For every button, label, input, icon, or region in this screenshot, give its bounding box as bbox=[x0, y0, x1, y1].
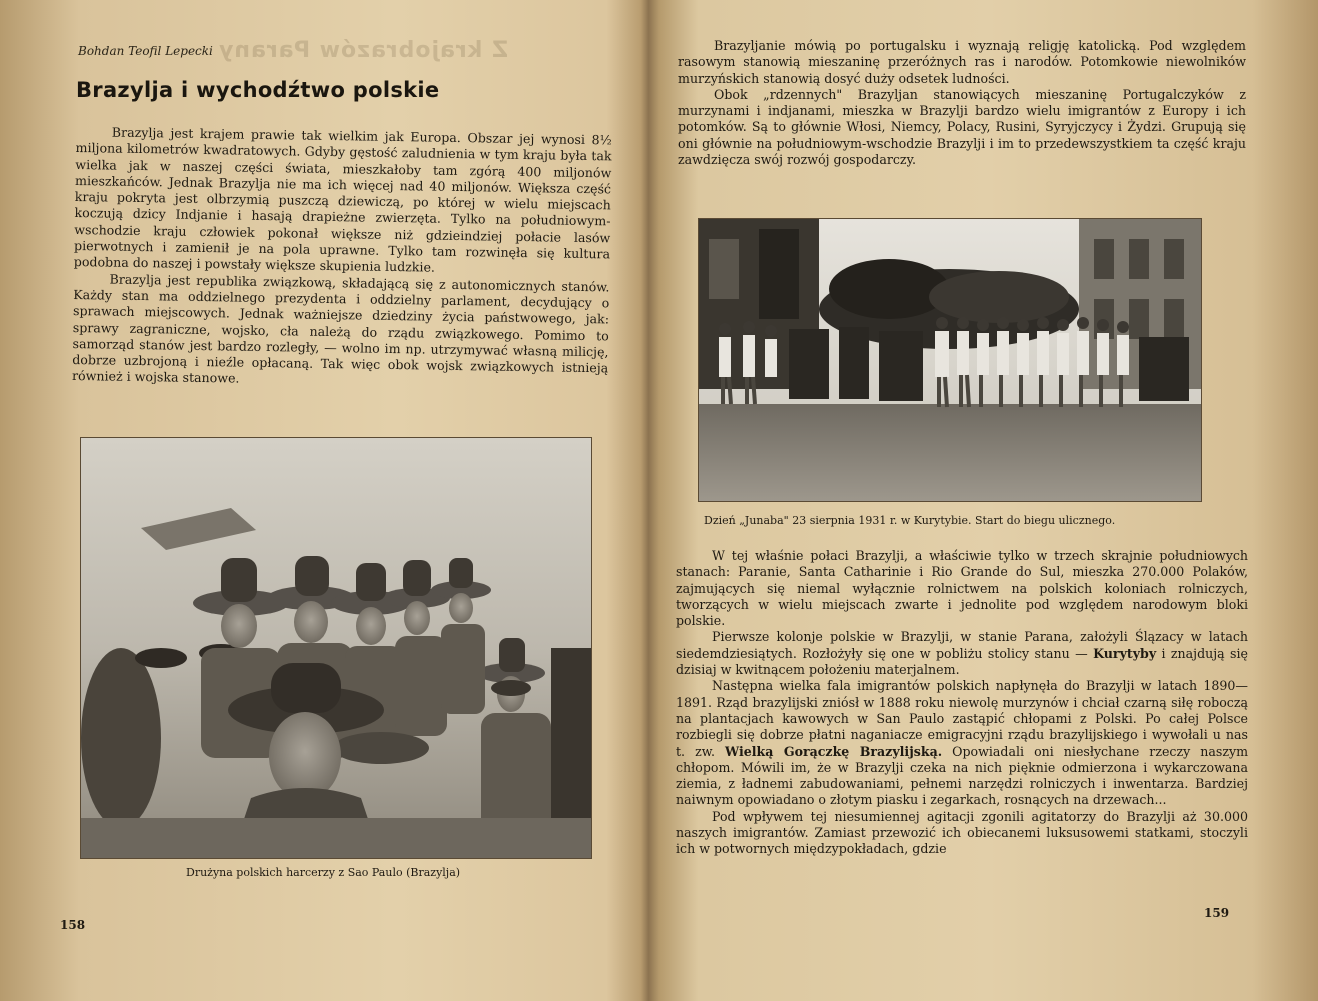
paragraph: Brazylja jest krajem prawie tak wielkim jak Europa. Obszar jej wynosi 8½ miljona kilometrów kwadratowych. Gdyby gęstość zaludnienia w tym kraju była tak wielka jak w naszej części świata, mieszkałoby tam zgórą 400 miljonów mieszkańców. Jednak Brazylja nie ma ich więcej nad 40 miljonów. Większa część kraju pokryta jest olbrzymią puszczą dziewiczą, po której w wielu miejscach koczują dzicy Indjanie i hasają drapieżne zwierzęta. Tylko na południowym-wschodzie kraju człowiek pokonał większe niż gdzieindziej połacie lasów pierwotnych i zamienił je na pola uprawne. Tylko tam rozwinęła się kultura podobna do naszej i powstały większe skupienia ludzkie. bbox=[73, 124, 612, 276]
scouts-photo-caption: Drużyna polskich harcerzy z Sao Paulo (Brazylja) bbox=[186, 866, 461, 879]
text-span: Opowiadali oni niesłychane rzeczy naszym chłopom. Mówili im, że w Brazylji czeka na nich pięknie odmierzona i wykarczowana ziemia, z ładnemi zabudowaniami, pełnemi narzędzi rolniczych i inwentarza. Bardziej naiwnym opowiadano o złotym piasku i zegarkach, rosnących na drzewach... bbox=[676, 743, 1249, 808]
text-span: i znajdują się dzisiaj w kwitnącem położeniu materjalnem. bbox=[676, 645, 1248, 678]
paragraph: Pod wpływem tej niesumiennej agitacji zgonili agitatorzy do Brazylji aż 30.000 naszych imigrantów. Zamiast przewozić ich obiecanemi luksusowemi statkami, stoczyli ich w potwornych międzypokładach, gdzie bbox=[676, 808, 1248, 857]
bold-term: Wielką Gorączkę Brazylijską. bbox=[725, 743, 943, 759]
paragraph bbox=[676, 629, 1248, 678]
text-span: Następna wielka fala imigrantów polskich napłynęła do Brazylji w latach 1890—1891. Rząd brazylijski zniósł w 1888 roku niewolę murzynów i chciał czarną siłę roboczą na plantacjach kawowych w San Paulo zastąpić chłopami z Polski. Po całej Polsce rozbiegli się dobrze płatni naganiacze emigracyjni rządu brazylijskiego i wywołali u nas t. zw. bbox=[676, 678, 1248, 759]
author-name: Bohdan Teofil Lepecki bbox=[78, 44, 213, 58]
paragraph: Brazylja jest republika związkową, składającą się z autonomicznych stanów. Każdy stan ma oddzielnego prezydenta i oddzielny parlament, decydujący o sprawach miejscowych. Jednak ważniejsze dziedziny życia państwowego, jak: sprawy zagraniczne, wojsko, cła należą do rządu związkowego. Pomimo to samorząd stanów jest bardzo rozległy, — wolno im np. utrzymywać własną milicję, dobrze uzbrojoną i nieźle opłacaną. Tak więc obok wojsk związkowych istnieją również i wojska stanowe. bbox=[71, 271, 610, 387]
right-page bbox=[652, 0, 1318, 1001]
article-title: Brazylja i wychodźtwo polskie bbox=[76, 78, 440, 102]
text-span: Pierwsze kolonje polskie w Brazylji, w stanie Parana, założyli Ślązacy w latach siedemdziesiątych. Rozłożyły się one w pobliżu stolicy stanu — bbox=[676, 629, 1248, 661]
bleed-through-heading: Z krajobrazów Parany bbox=[218, 38, 509, 63]
page-number-left: 158 bbox=[60, 918, 86, 932]
page-number-right: 159 bbox=[1204, 906, 1230, 920]
right-bottom-text bbox=[676, 548, 1248, 858]
left-body-text bbox=[72, 124, 612, 393]
right-top-text bbox=[678, 38, 1246, 168]
race-photo bbox=[698, 218, 1202, 502]
left-page bbox=[0, 0, 640, 1001]
bold-term: Kurytyby bbox=[1093, 645, 1157, 661]
scouts-photo-image bbox=[81, 438, 591, 858]
paragraph: Brazyljanie mówią po portugalsku i wyznają religję katolicką. Pod względem rasowym stanowią mieszaninę przeróżnych ras i narodów. Potomkowie niewolników murzyńskich stanowią dosyć duży odsetek ludności. bbox=[678, 38, 1246, 86]
race-photo-image bbox=[699, 219, 1201, 501]
paragraph bbox=[676, 678, 1248, 808]
race-photo-caption: Dzień „Junaba" 23 sierpnia 1931 r. w Kurytybie. Start do biegu ulicznego. bbox=[704, 514, 1116, 527]
scouts-photo bbox=[80, 437, 592, 859]
paragraph: Obok „rdzennych" Brazyljan stanowiących mieszaninę Portugalczyków z murzynami i indjanami, mieszka w Brazylji bardzo wielu imigrantów z Europy i ich potomków. Są to głównie Włosi, Niemcy, Polacy, Rusini, Syryjczycy i Żydzi. Grupują się oni głównie na południowym-wschodzie Brazylji i im to przedewszystkiem ta część kraju zawdzięcza swój rozwój gospodarczy. bbox=[678, 86, 1246, 168]
paragraph: W tej właśnie połaci Brazylji, a właściwie tylko w trzech skrajnie południowych stanach: Paranie, Santa Catharinie i Rio Grande do Sul, mieszka 270.000 Polaków, zajmujących się niemal wyłącznie rolnictwem na polskich koloniach rolniczych, tworzących w wielu miejscach zwarte i jednolite pod względem narodowym bloki polskie. bbox=[676, 548, 1248, 629]
